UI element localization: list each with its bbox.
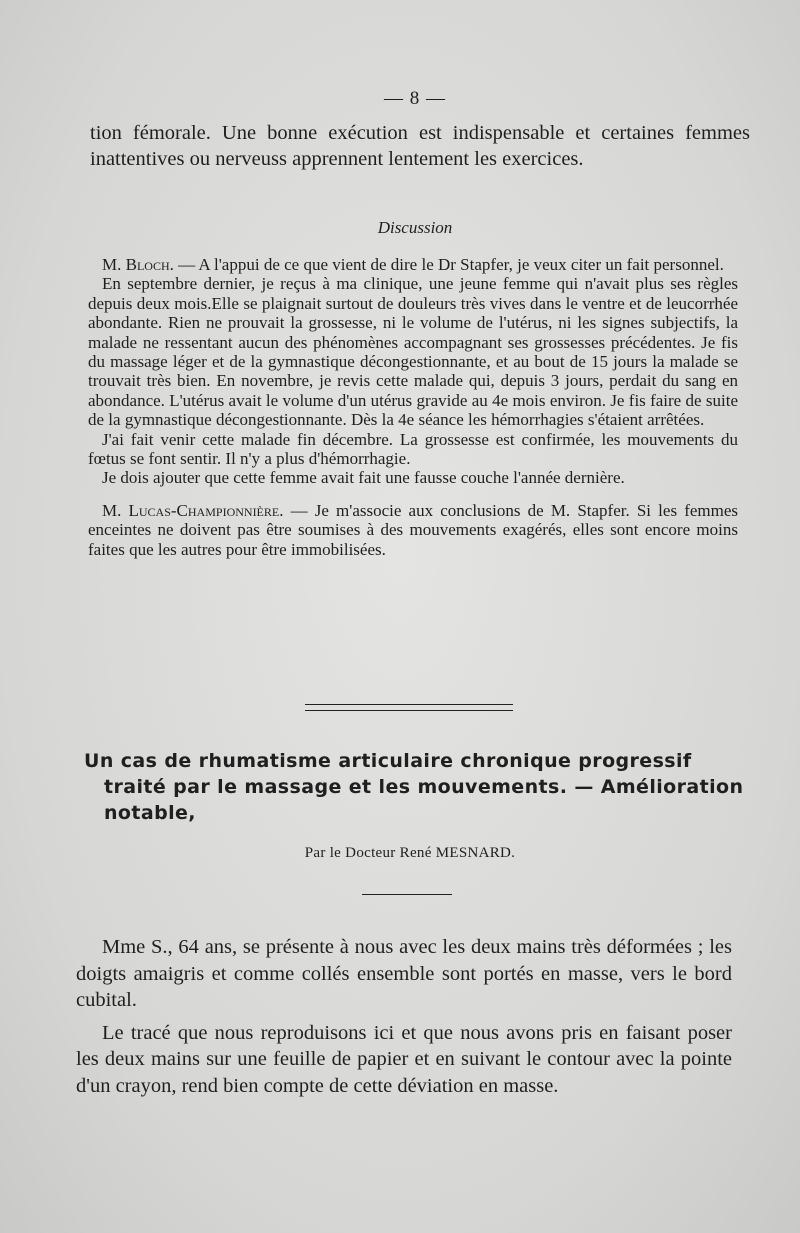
paragraph-text: — A l'appui de ce que vient de dire le Dr Stapfer, je veux citer un fait personnel. [173, 255, 724, 274]
article-author: Par le Docteur René MESNARD. [304, 845, 516, 861]
article-title-line: Un cas de rhumatisme articulaire chronique progressif [84, 750, 692, 772]
lead-paragraph-block [90, 120, 750, 172]
speaker-name: M. Bloch. [102, 255, 174, 274]
discussion-paragraph [88, 501, 738, 559]
article-body [76, 934, 732, 1105]
lead-paragraph: tion fémorale. Une bonne exécution est indispensable et certaines femmes inattentives ou nerveuss apprennent lentement les exercices. [90, 122, 750, 170]
speaker-name: M. Lucas-Championnière. [102, 500, 284, 520]
discussion-paragraph: J'ai fait venir cette malade fin décembre. La grossesse est confirmée, les mouvements du fœtus se font sentir. Il n'y a plus d'hémorrhagie. [88, 429, 738, 469]
author-divider [362, 894, 452, 895]
article-title [84, 748, 744, 826]
article-title-line: notable, [104, 802, 196, 824]
discussion-title: Discussion [377, 218, 453, 237]
article-paragraph: Le tracé que nous reproduisons ici et que nous avons pris en faisant poser les deux mains sur une feuille de papier et en suivant le contour avec la pointe d'un crayon, rend bien compte de cette déviation en masse. [76, 1021, 732, 1097]
page-number: — 8 — [384, 88, 446, 109]
article-title-line: traité par le massage et les mouvements. — Amélioration [104, 776, 744, 798]
paragraph-text: — Je m'associe aux conclusions de M. Stapfer. Si les femmes enceintes ne doivent pas être soumises à des mouvements exagérés, elles sont encore moins faites que les autres pour être immobilisées. [88, 500, 739, 559]
discussion-paragraph: En septembre dernier, je reçus à ma clinique, une jeune femme qui n'avait plus ses règles depuis deux mois.Elle se plaignait surtout de douleurs très vives dans le ventre et de leucorrhée abondante. Rien ne prouvait la grossesse, ni le volume de l'utérus, ni les signes subjectifs, la malade ne ressentant aucun des phénomènes accompagnant ses grossesses précédentes. Je fis du massage léger et de la gymnastique décongestionnante, et au bout de 15 jours la malade se trouvait très bien. En novembre, je revis cette malade qui, depuis 3 jours, perdait du sang en abondance. L'utérus avait le volume d'un utérus gravide au 4e mois environ. Je fis faire de suite de la gymnastique décongestionnante. Dès la 4e séance les hémorrhagies s'étaient arrêtées. [88, 274, 738, 430]
discussion-paragraph: Je dois ajouter que cette femme avait fait une fausse couche l'année dernière. [102, 468, 625, 488]
discussion-paragraph [88, 255, 738, 274]
discussion-section [88, 255, 738, 559]
article-paragraph: Mme S., 64 ans, se présente à nous avec les deux mains très déformées ; les doigts amaigris et comme collés ensemble sont portés en masse, vers le bord cubital. [76, 936, 732, 1011]
section-divider-double [305, 704, 513, 711]
